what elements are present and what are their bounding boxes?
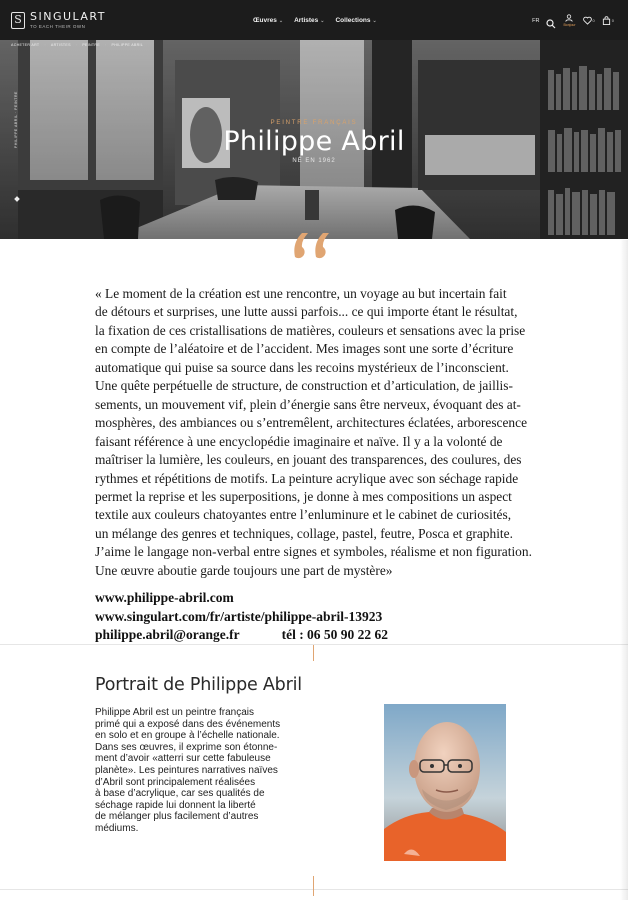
breadcrumb-separator: › <box>105 43 107 47</box>
language-selector[interactable]: FR <box>532 17 540 24</box>
quote-line: en compte de l’aléatoire et de l’accident. Mes images sont une sorte d’écriture <box>95 341 514 357</box>
quote-line: « Le moment de la création est une rencontre, un voyage au but incertain fait <box>95 286 507 301</box>
portrait-line: séchage rapide lui donnent la liberté <box>95 799 256 811</box>
artist-birth-year: NÉ EN 1962 <box>292 158 336 164</box>
quote-line: Une œuvre aboutie garde toujours une part de mystère» <box>95 562 393 578</box>
singulart-logo[interactable] <box>11 11 106 29</box>
quote-line: faisant référence à une encyclopédie imaginaire et naïve. Il y a la volonté de <box>95 433 503 449</box>
quote-line: automatique qui puise sa source dans les recoins mystérieux de l’inconscient. <box>95 359 509 375</box>
nav-oeuvres[interactable] <box>253 17 283 24</box>
logo-tagline: TO EACH THEIR OWN <box>30 24 86 29</box>
artist-statement-quote <box>95 285 571 580</box>
quote-line: maîtriser la lumière, les couleurs, en jouant des transparences, des coulures, des <box>95 452 522 468</box>
artist-nationality: PEINTRE FRANÇAIS <box>270 120 358 126</box>
page-edge-shadow <box>620 240 628 900</box>
portrait-line: Philippe Abril est un peintre français <box>95 707 254 718</box>
chevron-down-icon: ⌄ <box>320 17 325 24</box>
chevron-down-icon: ⌄ <box>372 17 377 24</box>
quote-mark-icon <box>292 227 334 261</box>
portrait-line: de mélanger plus facilement d’autres <box>95 811 259 823</box>
quote-line: la fixation de ces cristallisations de matières, couleurs et sensations avec la prise <box>95 322 526 338</box>
nav-oeuvres-label: Œuvres <box>253 17 277 24</box>
email-link[interactable]: philippe.abril@orange.fr <box>95 627 240 643</box>
nav-collections-label: Collections <box>335 17 371 24</box>
header-utilities <box>532 14 614 27</box>
portrait-description <box>95 707 310 835</box>
portrait-line: en solo et en groupe à l’échelle nationale. <box>95 730 280 742</box>
divider-accent <box>313 876 314 896</box>
signin-label: Bonjour <box>563 23 576 27</box>
logo-name: SINGULART <box>30 10 106 23</box>
quote-line: J’aime le langage non-verbal entre signes et symboles, réalisme et non figuration. <box>95 544 532 560</box>
account-button[interactable] <box>563 14 575 27</box>
user-icon <box>565 14 573 22</box>
top-navigation-bar <box>0 0 628 40</box>
portrait-line: Dans ses œuvres, il exprime son étonne- <box>95 741 278 753</box>
search-icon[interactable] <box>546 16 556 26</box>
artist-contacts <box>95 589 388 645</box>
quote-line: un mélange des genres et techniques, collage, pastel, feutre, Posca et graphite. <box>95 525 513 541</box>
portrait-line: d’Abril sont principalement réalisées <box>95 776 256 788</box>
wishlist-button[interactable] <box>583 16 595 25</box>
portrait-line: ment d’avoir «atterri sur cette fabuleuse <box>95 753 271 765</box>
bag-icon <box>602 16 611 25</box>
breadcrumb-separator: › <box>44 43 46 47</box>
logo-text <box>30 11 106 29</box>
logo-mark-icon: S <box>11 12 25 29</box>
quote-line: permet la reprise et les superpositions, je donne à mes compositions un aspect <box>95 488 512 504</box>
profile-link[interactable]: www.singulart.com/fr/artiste/philippe-abril-13923 <box>95 608 383 624</box>
divider-accent <box>313 645 314 661</box>
quote-line: rythmes et répétitions de motifs. La peinture acrylique avec son séchage rapide <box>95 470 519 486</box>
wishlist-count: 0 <box>592 18 595 23</box>
portrait-line: planète». Les peintures narratives naïves <box>95 764 278 776</box>
portrait-line: primé qui a exposé dans des événements <box>95 718 281 730</box>
breadcrumb-painter[interactable]: PEINTRE <box>82 43 101 47</box>
breadcrumb-separator: › <box>75 43 78 47</box>
artist-portrait-photo <box>384 704 506 861</box>
breadcrumb <box>11 43 143 47</box>
artist-hero-banner <box>0 40 628 239</box>
main-nav <box>253 17 377 24</box>
website-link[interactable]: www.philippe-abril.com <box>95 590 234 605</box>
artist-name-title: Philippe Abril <box>223 126 405 157</box>
quote-line: mosphères, des ambiances ou s’entremêlent, architectures éclatées, arborescence <box>95 415 528 431</box>
quote-line: sements, un mouvement vif, plein d’énergie sans être nerveux, évoquant des at- <box>95 396 521 412</box>
breadcrumb-current: PHILIPPE ABRIL <box>111 43 144 47</box>
chevron-down-icon: ⌄ <box>278 17 284 24</box>
portrait-line: médiums. <box>95 822 139 834</box>
nav-artistes-label: Artistes <box>294 17 319 24</box>
portrait-section-title: Portrait de Philippe Abril <box>95 675 302 695</box>
breadcrumb-artists[interactable]: ARTISTES <box>50 43 71 47</box>
side-artist-label: PHILIPPE ABRIL · PEINTRE <box>14 91 18 148</box>
nav-collections[interactable] <box>335 17 376 24</box>
email-phone-row <box>95 626 388 645</box>
breadcrumb-buy-art[interactable]: ACHETER ART <box>11 43 40 47</box>
nav-artistes[interactable] <box>294 17 324 24</box>
cart-count: 0 <box>611 18 614 23</box>
quote-line: de détours et surprises, une lutte aussi parfois... ce qui importe étant le résultat, <box>95 304 518 320</box>
cart-button[interactable] <box>602 16 614 25</box>
quote-line: textile aux couleurs chatoyantes entre l’enluminure et le cabinet de curiosités, <box>95 507 512 523</box>
section-divider <box>0 644 628 645</box>
phone-number: tél : 06 50 90 22 62 <box>281 627 389 643</box>
portrait-line: à base d’acrylique, car ses qualités de <box>95 788 265 800</box>
quote-line: Une quête perpétuelle de structure, de construction et d’articulation, de jaillis- <box>95 378 513 394</box>
heart-icon <box>583 16 592 25</box>
section-divider <box>0 889 628 890</box>
